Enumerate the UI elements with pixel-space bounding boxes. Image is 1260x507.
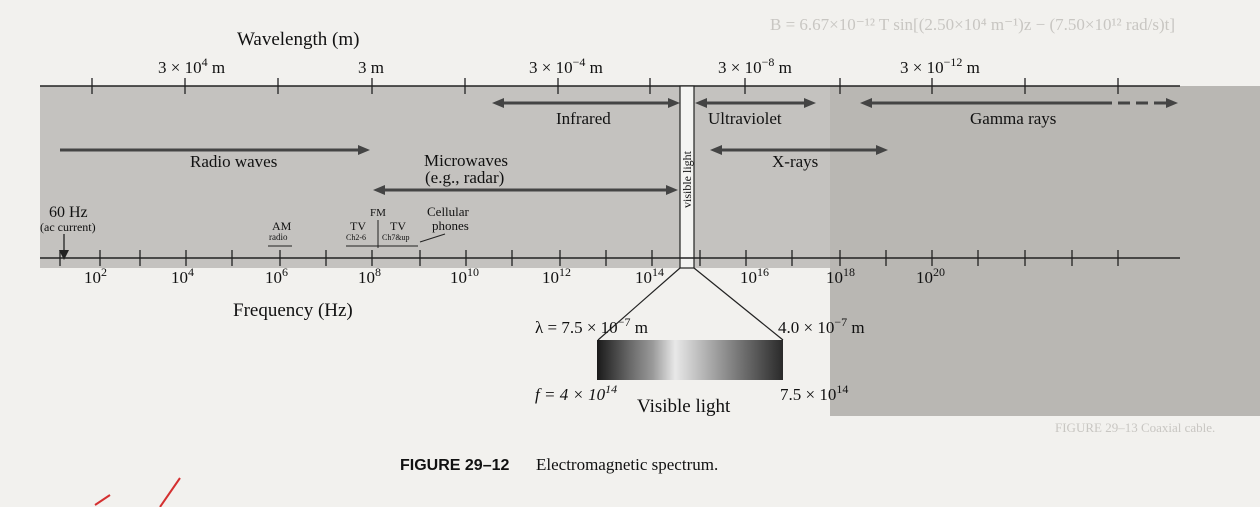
wavelength-tick-3e-4: $3 \times 10^{-4}$ m [529,55,603,77]
freq-tick-1e8: $10^8$ [358,265,381,287]
right-photo-panel [830,86,1260,416]
label-tv2: TV [390,219,406,233]
label-phones: phones [432,218,469,233]
header-equation: B = 6.67×10⁻¹² T sin[(2.50×10⁴ m⁻¹)z − (7.50×10¹² rad/s)t] [770,15,1175,34]
visible-spectrum-strip [597,340,783,380]
wavelength-tick-3e-8: $3 \times 10^{-8}$ m [718,55,792,77]
band-label-microwaves-sub: (e.g., radar) [425,168,505,187]
band-label-radio-waves: Radio waves [190,152,278,171]
figure-number: FIGURE 29–12 [400,457,510,474]
freq-tick-1e18: $10^{18}$ [826,265,855,287]
wavelength-tick-3m: 3 m [358,58,384,77]
visible-light-vertical-label: visible light [680,151,694,208]
figure-caption-text: Electromagnetic spectrum. [536,455,719,474]
freq-tick-1e16: $10^{16}$ [740,265,769,287]
freq-tick-1e4: $10^4$ [171,265,194,287]
visible-light-label: Visible light [637,396,731,417]
visible-f-high: $7.5 \times 10^{14}$ [780,382,849,404]
band-label-gamma-rays: Gamma rays [970,109,1057,128]
freq-tick-1e2: $10^2$ [84,265,107,287]
label-tv2-channels: Ch7&up [382,233,410,242]
red-pen-mark [95,478,180,507]
visible-f-low: $f = 4 \times 10^{14}$ [535,382,618,404]
label-fm: FM [370,207,386,219]
wavelength-tick-3e-12: $3 \times 10^{-12}$ m [900,55,980,77]
label-tv1: TV [350,219,366,233]
freq-tick-1e12: $10^{12}$ [542,265,571,287]
freq-tick-1e6: $10^6$ [265,265,288,287]
freq-tick-1e10: $10^{10}$ [450,265,479,287]
label-tv1-channels: Ch2-6 [346,233,366,242]
label-am-radio: radio [269,232,288,242]
band-label-xrays: X-rays [772,152,819,171]
label-ac-current: (ac current) [40,220,96,234]
visible-lambda-long: $\lambda = 7.5 \times 10^{-7}$ m [535,315,648,337]
wavelength-tick-3e4: $3 \times 10^4$ m [158,55,226,77]
right-figure-caption: FIGURE 29–13 Coaxial cable. [1055,420,1216,435]
frequency-axis-title: Frequency (Hz) [233,300,353,321]
wavelength-axis-title: Wavelength (m) [237,29,360,50]
freq-tick-1e14: $10^{14}$ [635,265,664,287]
freq-tick-1e20: $10^{20}$ [916,265,945,287]
label-cellular: Cellular [427,204,469,219]
band-label-infrared: Infrared [556,109,611,128]
band-label-ultraviolet: Ultraviolet [708,109,782,128]
label-60hz: 60 Hz [49,204,88,221]
label-am: AM [272,219,292,233]
visible-expansion-right [694,268,783,340]
visible-lambda-short: $4.0 \times 10^{-7}$ m [778,315,865,337]
band-label-microwaves: Microwaves [424,151,509,170]
